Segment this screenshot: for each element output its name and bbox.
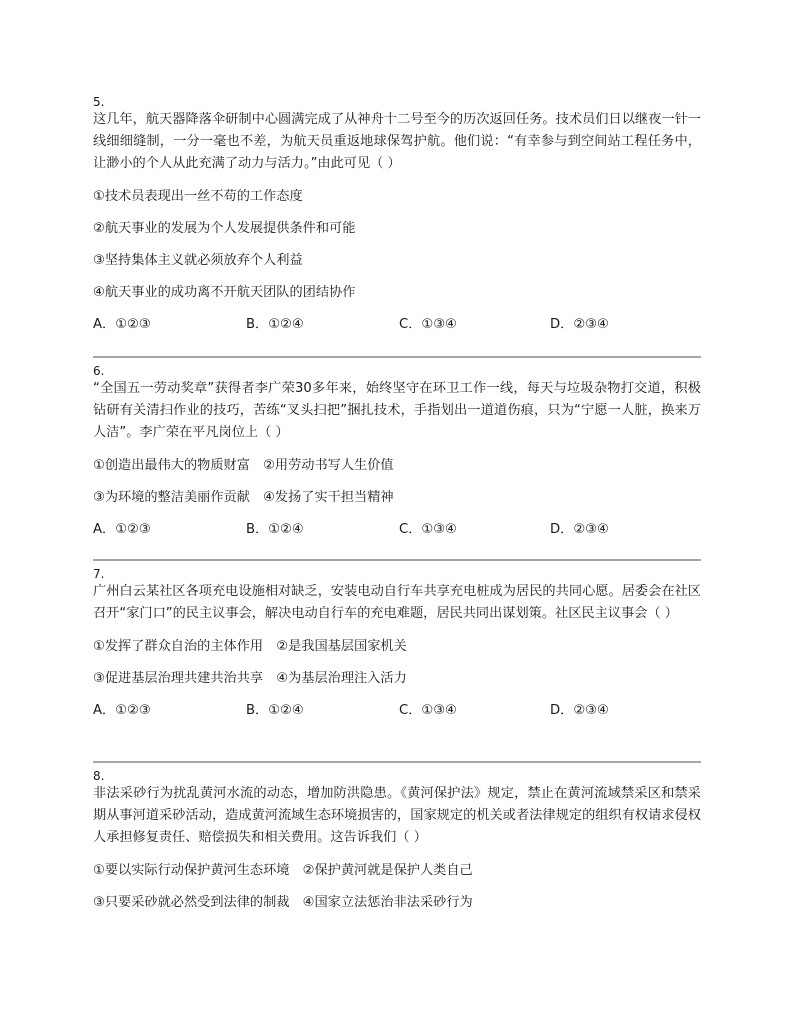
answer-choices — [93, 315, 701, 335]
statement-option: ②航天事业的发展为个人发展提供条件和可能 — [93, 221, 356, 236]
choice-a[interactable]: A．①②③ — [93, 703, 151, 718]
question-number: 7. — [93, 567, 105, 581]
choice-d[interactable]: D．②③④ — [550, 522, 609, 537]
question-divider — [93, 761, 701, 763]
question-stem: 广州白云某社区各项充电设施相对缺乏，安装电动自行车共享充电桩成为居民的共同心愿。居委会在社区召开“家门口”的民主议事会，解决电动自行车的充电难题，居民共同出谋划策。社区民主议事会（ ） — [93, 584, 701, 621]
question-divider — [93, 356, 701, 358]
choice-d[interactable]: D．②③④ — [550, 317, 609, 332]
choice-a[interactable]: A．①②③ — [93, 522, 151, 537]
question-stem: 这几年，航天器降落伞研制中心圆满完成了从神舟十二号至今的历次返回任务。技术员们日以继夜一针一线细细缝制，一分一毫也不差，为航天员重返地球保驾护航。他们说：“有幸参与到空间站工程任务中，让渺小的个人从此充满了动力与活力。”由此可见（ ） — [93, 112, 701, 171]
choice-a[interactable]: A．①②③ — [93, 317, 151, 332]
statement-option: ③只要采砂就必然受到法律的制裁 ④国家立法惩治非法采砂行为 — [93, 895, 473, 910]
question-stem: 非法采砂行为扰乱黄河水流的动态，增加防洪隐患。《黄河保护法》规定，禁止在黄河流域禁采区和禁采期从事河道采砂活动，造成黄河流域生态环境损害的，国家规定的机关或者法律规定的组织有权请求侵权人承担修复责任、赔偿损失和相关费用。这告诉我们（ ） — [93, 786, 701, 845]
statement-option: ①要以实际行动保护黄河生态环境 ②保护黄河就是保护人类自己 — [93, 863, 473, 878]
question-number: 5. — [93, 95, 105, 109]
question-number: 6. — [93, 364, 105, 378]
choice-b[interactable]: B．①②④ — [246, 703, 304, 718]
question-stem: “全国五一劳动奖章”获得者李广荣30多年来，始终坚守在环卫工作一线，每天与垃圾杂物打交道，积极钻研有关清扫作业的技巧，苦练“叉头扫把”捆扎技术，手指划出一道道伤痕，只为“宁愿一人脏，换来万人洁”。李广荣在平凡岗位上（ ） — [93, 381, 701, 440]
question-divider — [93, 559, 701, 561]
statement-option: ③促进基层治理共建共治共享 ④为基层治理注入活力 — [93, 671, 407, 686]
choice-c[interactable]: C．①③④ — [399, 703, 457, 718]
choice-b[interactable]: B．①②④ — [246, 522, 304, 537]
statement-option: ③坚持集体主义就必须放弃个人利益 — [93, 253, 303, 268]
statement-option: ①创造出最伟大的物质财富 ②用劳动书写人生价值 — [93, 458, 394, 473]
question-6 — [93, 364, 701, 540]
question-7 — [93, 567, 701, 721]
choice-d[interactable]: D．②③④ — [550, 703, 609, 718]
question-8 — [93, 769, 701, 913]
answer-choices — [93, 520, 701, 540]
choice-c[interactable]: C．①③④ — [399, 522, 457, 537]
choice-b[interactable]: B．①②④ — [246, 317, 304, 332]
statement-option: ①技术员表现出一丝不苟的工作态度 — [93, 189, 303, 204]
choice-c[interactable]: C．①③④ — [399, 317, 457, 332]
statement-option: ①发挥了群众自治的主体作用 ②是我国基层国家机关 — [93, 639, 407, 654]
answer-choices — [93, 701, 701, 721]
question-5 — [93, 95, 701, 335]
question-number: 8. — [93, 769, 105, 783]
statement-option: ④航天事业的成功离不开航天团队的团结协作 — [93, 285, 356, 300]
statement-option: ③为环境的整洁美丽作贡献 ④发扬了实干担当精神 — [93, 490, 394, 505]
